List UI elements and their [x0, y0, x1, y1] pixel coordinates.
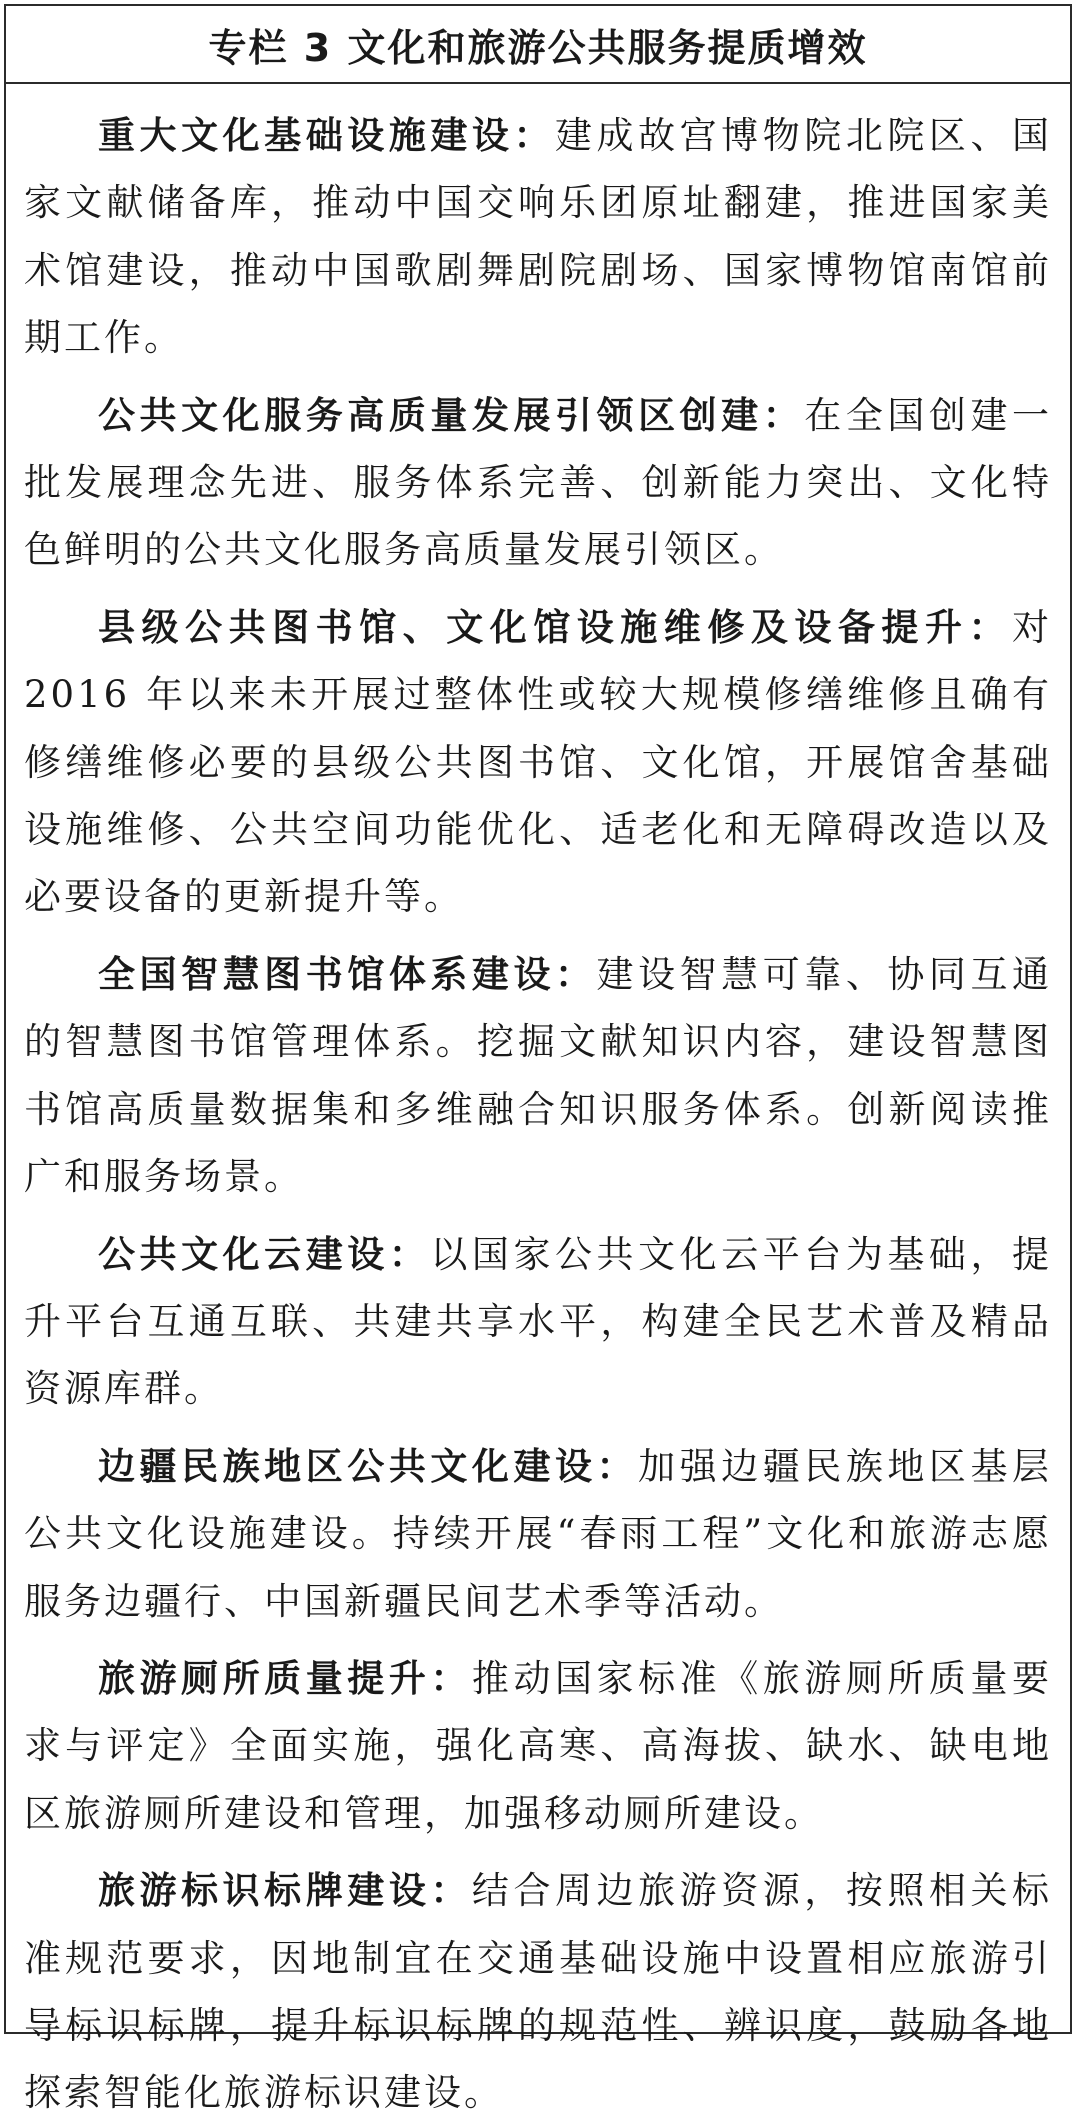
item-title: 全国智慧图书馆体系建设： [98, 951, 597, 996]
column-title: 专栏 3 文化和旅游公共服务提质增效 [6, 6, 1070, 84]
column-content [6, 84, 1070, 2127]
item-title: 旅游厕所质量提升： [98, 1655, 472, 1700]
item-title: 公共文化服务高质量发展引领区创建： [98, 392, 805, 437]
item-text: 结合周边旅游资源，按照相关标准规范要求，因地制宜在交通基础设施中设置相应旅游引导标识标牌，提升标识标牌的规范性、辨识度，鼓励各地探索智能化旅游标识建设。 [24, 1869, 1053, 2115]
item-text: 加强边疆民族地区基层公共文化设施建设。持续开展“春雨工程”文化和旅游志愿服务边疆行、中国新疆民间艺术季等活动。 [24, 1444, 1053, 1623]
item-public-culture-pilot-zones [24, 382, 1052, 584]
item-border-region-culture [24, 1433, 1052, 1635]
item-title: 边疆民族地区公共文化建设： [98, 1443, 639, 1488]
item-text: 对 2016 年以来未开展过整体性或较大规模修缮维修且确有修缮维修必要的县级公共图书馆、文化馆，开展馆舍基础设施维修、公共空间功能优化、适老化和无障碍改造以及必要设备的更新提升等。 [24, 605, 1052, 919]
item-text: 推动国家标准《旅游厕所质量要求与评定》全面实施，强化高寒、高海拔、缺水、缺电地区旅游厕所建设和管理，加强移动厕所建设。 [24, 1656, 1053, 1835]
item-text: 以国家公共文化云平台为基础，提升平台互通互联、共建共享水平，构建全民艺术普及精品资源库群。 [24, 1232, 1053, 1411]
item-major-cultural-infrastructure [24, 102, 1052, 372]
column-box [4, 4, 1072, 2115]
item-title: 旅游标识标牌建设： [98, 1868, 472, 1913]
item-title: 县级公共图书馆、文化馆设施维修及设备提升： [98, 604, 1012, 649]
item-text: 建设智慧可靠、协同互通的智慧图书馆管理体系。挖掘文献知识内容，建设智慧图书馆高质量数据集和多维融合知识服务体系。创新阅读推广和服务场景。 [24, 952, 1053, 1199]
item-title: 重大文化基础设施建设： [98, 113, 555, 157]
item-smart-library-system [24, 941, 1052, 1211]
item-county-library-renovation [24, 594, 1052, 931]
item-title: 公共文化云建设： [98, 1231, 431, 1276]
item-tourism-signage [24, 1857, 1052, 2127]
item-text: 建成故宫博物院北院区、国家文献储备库，推动中国交响乐团原址翻建，推进国家美术馆建设，推动中国歌剧舞剧院剧场、国家博物馆南馆前期工作。 [24, 114, 1052, 360]
item-tourist-toilet-quality [24, 1645, 1052, 1847]
item-public-culture-cloud [24, 1221, 1052, 1423]
item-text: 在全国创建一批发展理念先进、服务体系完善、创新能力突出、文化特色鲜明的公共文化服务高质量发展引领区。 [24, 393, 1053, 572]
